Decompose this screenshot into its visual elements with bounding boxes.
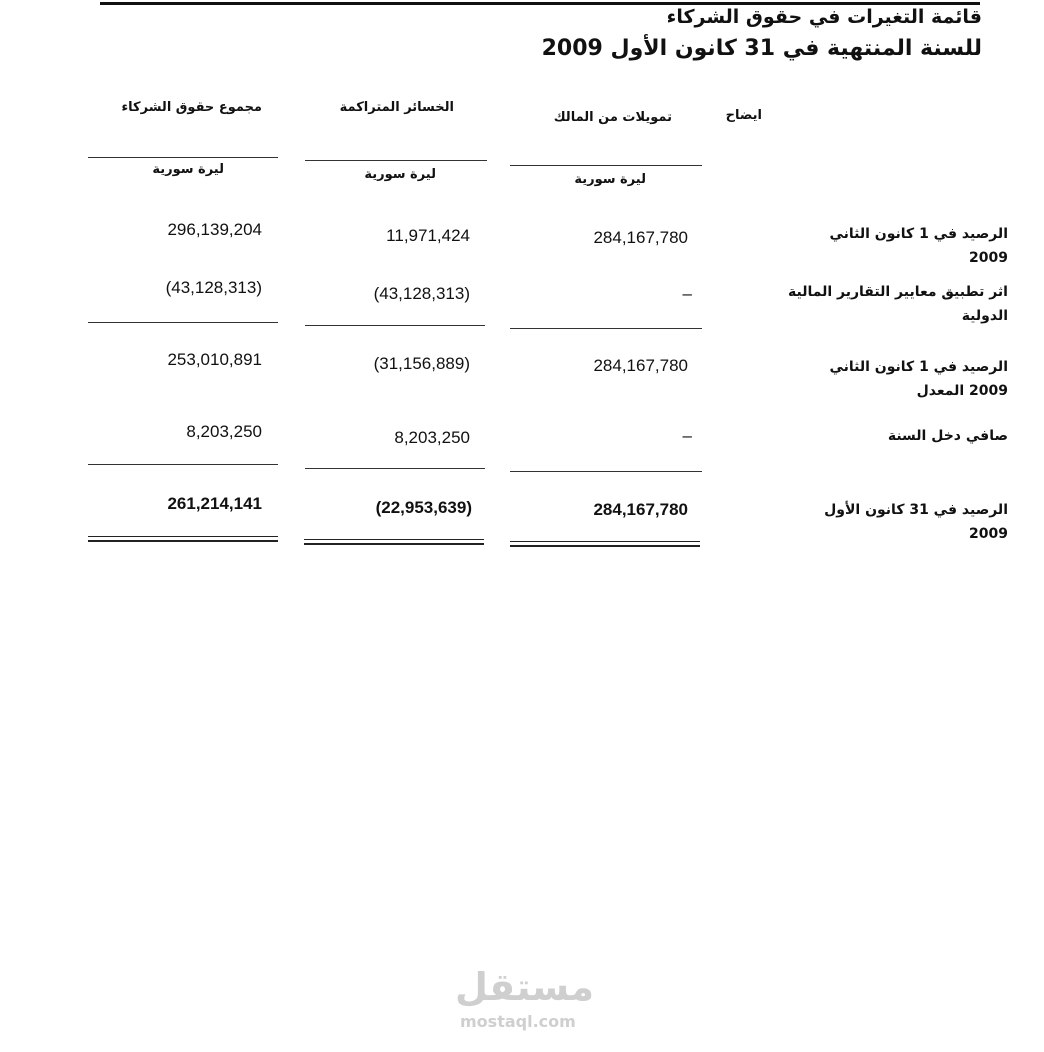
double-rule-total <box>88 536 278 542</box>
statement-period: للسنة المنتهية في 31 كانون الأول 2009 <box>541 36 982 61</box>
row-total-value: 8,203,250 <box>186 422 262 441</box>
currency-owner: ليرة سورية <box>574 172 646 187</box>
subtotal-rule-total <box>88 322 278 323</box>
row-label: الرصيد في 1 كانون الثاني 2009 <box>829 226 1008 266</box>
row-label: الرصيد في 1 كانون الثاني 2009 المعدل <box>829 359 1008 399</box>
row-owner-value: – <box>682 426 692 445</box>
row-losses-value: 8,203,250 <box>394 428 470 447</box>
col-header-owner-funding: تمويلات من المالك <box>553 110 672 125</box>
currency-total: ليرة سورية <box>152 162 224 177</box>
header-rule-owner <box>510 165 702 166</box>
row-owner-value: 284,167,780 <box>593 228 688 247</box>
total-rule-losses <box>305 468 485 469</box>
row-total-value: 261,214,141 <box>167 494 262 513</box>
row-total-value: (43,128,313) <box>165 278 262 297</box>
row-total-value: 296,139,204 <box>167 220 262 239</box>
col-header-note: ايضاح <box>725 108 762 123</box>
row-losses-value: (43,128,313) <box>373 284 470 303</box>
subtotal-rule-losses <box>305 325 485 326</box>
row-losses-value: (22,953,639) <box>375 498 472 517</box>
col-header-accumulated-losses: الخسائر المتراكمة <box>339 100 454 115</box>
row-losses-value: (31,156,889) <box>373 354 470 373</box>
statement-title: قائمة التغيرات في حقوق الشركاء <box>666 6 982 28</box>
row-losses-value: 11,971,424 <box>386 226 470 245</box>
currency-losses: ليرة سورية <box>364 167 436 182</box>
double-rule-owner <box>510 541 700 547</box>
row-label: صافي دخل السنة <box>887 428 1008 444</box>
top-rule <box>100 2 980 5</box>
row-total-value: 253,010,891 <box>167 350 262 369</box>
row-owner-value: 284,167,780 <box>593 500 688 519</box>
row-label: الرصيد في 31 كانون الأول 2009 <box>824 502 1008 542</box>
watermark-logo: مستقل <box>455 965 594 1009</box>
header-rule-losses <box>305 160 487 161</box>
row-owner-value: – <box>682 284 692 303</box>
row-owner-value: 284,167,780 <box>593 356 688 375</box>
header-rule-total <box>88 157 278 158</box>
row-label: اثر تطبيق معايير التقارير المالية الدولية <box>787 284 1008 324</box>
total-rule-total <box>88 464 278 465</box>
watermark-url: mostaql.com <box>460 1012 576 1031</box>
double-rule-losses <box>304 539 484 545</box>
subtotal-rule-owner <box>510 328 702 329</box>
col-header-total-equity: مجموع حقوق الشركاء <box>121 100 262 115</box>
total-rule-owner <box>510 471 702 472</box>
